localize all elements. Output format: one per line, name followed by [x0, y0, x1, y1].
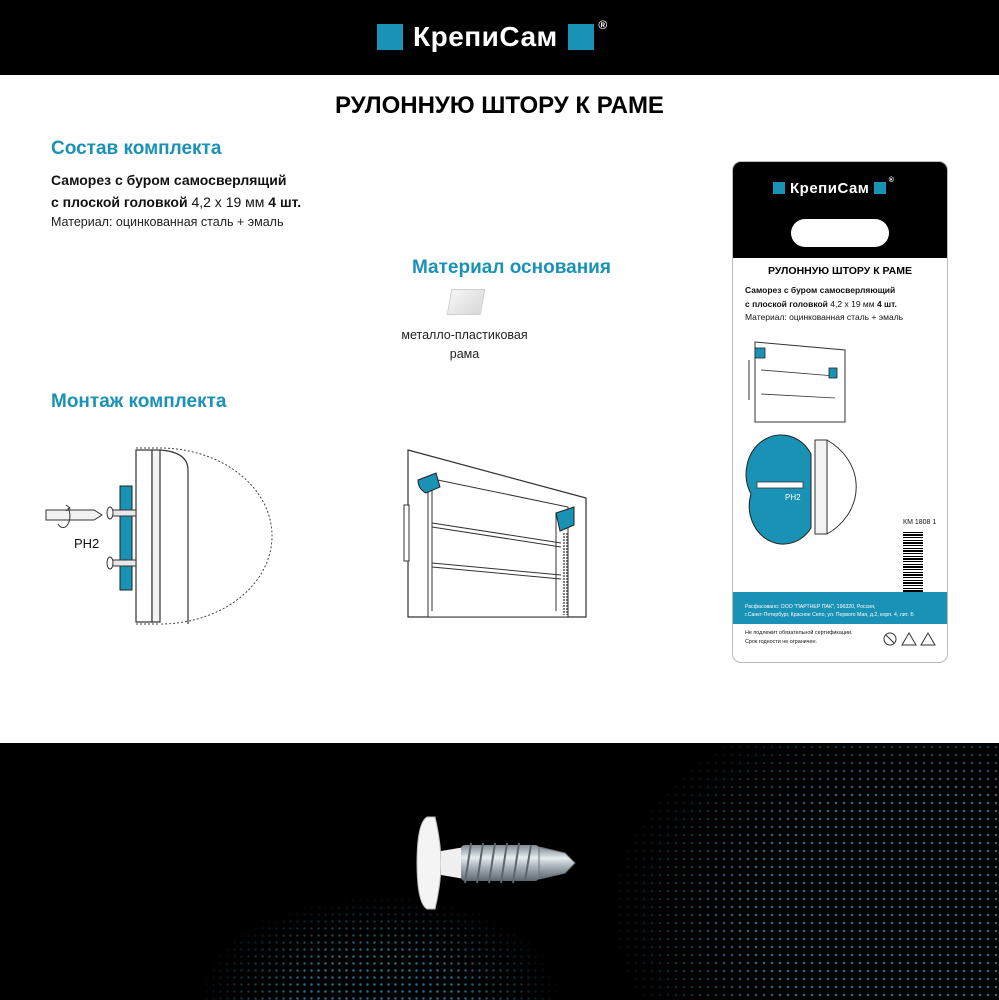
base-heading: Материал основания — [412, 257, 611, 278]
kit-dimensions: 4,2 х 19 мм — [191, 194, 265, 210]
page-title: РУЛОННУЮ ШТОРУ К РАМЕ — [335, 92, 664, 119]
kit-material: Материал: оцинкованная сталь + эмаль — [51, 215, 284, 229]
hang-hole — [791, 219, 889, 247]
kit-quantity: 4 шт. — [268, 194, 302, 210]
kit-head-type: с плоской головкой — [51, 194, 188, 210]
package-line-2 — [745, 299, 897, 309]
frame-sample-image — [447, 289, 486, 315]
base-label-line-1: металло-пластиковая — [401, 328, 528, 342]
package-registered-mark: ® — [888, 177, 895, 184]
package-symbols — [883, 631, 939, 647]
recycle-icon — [902, 633, 916, 645]
package-quantity: 4 шт. — [876, 299, 897, 309]
logo-square-left — [377, 24, 403, 50]
kit-line-2 — [51, 194, 301, 210]
package-material: Материал: оцинкованная сталь + эмаль — [745, 312, 904, 322]
package-code: КМ 1808 1 — [903, 519, 937, 526]
package-note-2: Срок годности не ограничен. — [745, 639, 817, 645]
screwdriver-bit-icon — [46, 505, 102, 528]
package-logo — [773, 177, 895, 197]
no-bin-icon — [884, 633, 896, 645]
base-label — [392, 326, 537, 364]
registered-mark: ® — [598, 18, 608, 32]
package-dimensions: 4,2 х 19 мм — [830, 299, 875, 309]
mounting-detail-diagram — [40, 440, 280, 630]
kit-heading: Состав комплекта — [51, 138, 222, 159]
screw-photo — [405, 813, 585, 913]
brand-name: КрепиСам — [413, 21, 558, 52]
package-note-1: Не подлежит обязательной сертификации. — [745, 630, 853, 636]
product-photo-section — [0, 743, 999, 1000]
package-card — [732, 161, 948, 663]
package-address-line-1: Расфасовано: ООО "ПАРТНЕР ПАК", 196320, Россия, — [745, 604, 876, 610]
package-logo-square-left — [773, 182, 785, 194]
package-title: РУЛОННУЮ ШТОРУ К РАМЕ — [768, 265, 912, 277]
logo-square-right — [568, 24, 594, 50]
brand-logo — [377, 18, 608, 52]
package-line-1: Саморез с буром самосверляющий — [745, 285, 896, 295]
window-blind-diagram — [396, 445, 596, 620]
package-bit-label: PH2 — [785, 493, 801, 502]
mount-heading: Монтаж комплекта — [51, 391, 227, 412]
package-address-line-2: г.Санкт-Петербург, Красное Село, ул. Первого Мая, д.2, корп. 4, лит. Б — [745, 612, 914, 618]
bit-label: PH2 — [74, 536, 100, 551]
package-logo-square-right — [874, 182, 886, 194]
package-header — [733, 162, 947, 258]
header-bar — [0, 0, 999, 75]
package-mount-diagram — [747, 430, 897, 540]
recycle-icon-2 — [921, 633, 935, 645]
kit-line-1: Саморез с буром самосверлящий — [51, 172, 287, 188]
package-head-type: с плоской головкой — [745, 299, 828, 309]
base-label-line-2: рама — [449, 347, 480, 361]
package-window-diagram — [745, 330, 855, 430]
package-brand-name: КрепиСам — [790, 179, 870, 197]
